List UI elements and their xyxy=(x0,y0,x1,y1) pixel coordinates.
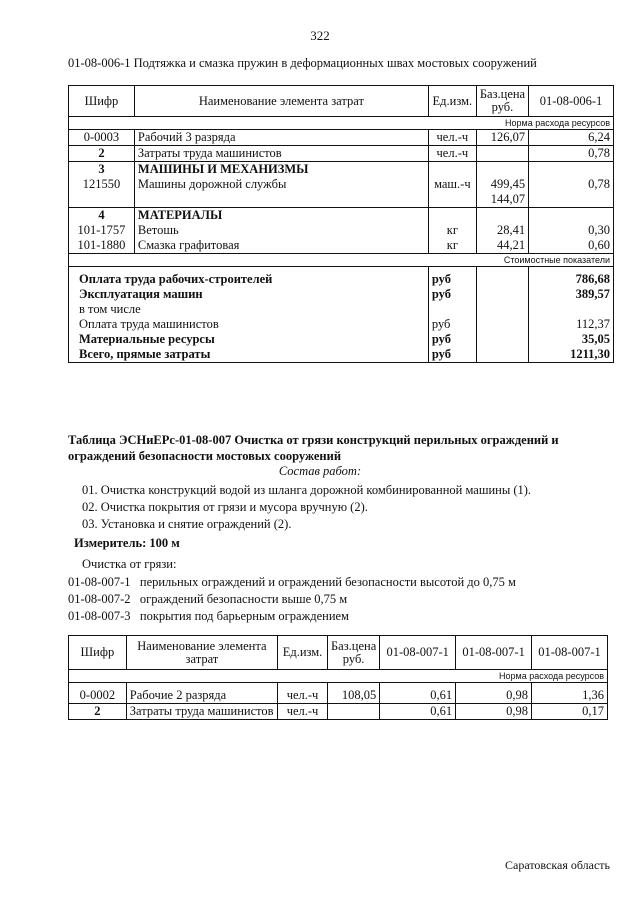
row-code: 101-1757 xyxy=(69,223,135,238)
code-text: ограждений безопасности выше 0,75 м xyxy=(139,592,348,606)
cost-unit: руб xyxy=(428,347,476,363)
table-header xyxy=(69,86,614,117)
table-row xyxy=(69,146,614,162)
row-code: 2 xyxy=(69,146,135,162)
list-item: 02. Очистка покрытия от грязи и мусора вручную (2). xyxy=(82,500,368,514)
works-list xyxy=(82,482,531,533)
row-price-secondary: 144,07 xyxy=(476,192,528,208)
table-row xyxy=(69,162,614,178)
table-row xyxy=(69,223,614,238)
codes-list xyxy=(68,574,516,625)
list-item xyxy=(68,574,516,591)
norm-label: Норма расхода ресурсов xyxy=(69,670,608,683)
list-item xyxy=(68,608,516,625)
row-unit: чел.-ч xyxy=(428,146,476,162)
row-unit: чел.-ч xyxy=(428,130,476,146)
row-name: МАТЕРИАЛЫ xyxy=(134,208,428,224)
table-row xyxy=(69,130,614,146)
header-unit: Ед.изм. xyxy=(278,636,328,670)
row-code: 101-1880 xyxy=(69,238,135,254)
list-item xyxy=(68,591,516,608)
row-unit: чел.-ч xyxy=(278,688,328,704)
row-name: МАШИНЫ И МЕХАНИЗМЫ xyxy=(134,162,428,178)
code: 01-08-007-3 xyxy=(68,609,131,623)
row-code: 121550 xyxy=(69,177,135,192)
row-price xyxy=(327,704,379,720)
resource-table-2 xyxy=(68,635,608,720)
clean-label: Очистка от грязи: xyxy=(82,557,177,571)
cost-name: Оплата труда машинистов xyxy=(69,317,429,332)
table-row xyxy=(69,177,614,192)
row-price: 499,45 xyxy=(476,177,528,192)
table-row xyxy=(69,208,614,224)
cost-row xyxy=(69,317,614,332)
row-code: 2 xyxy=(69,704,127,720)
cost-value: 35,05 xyxy=(529,332,614,347)
row-name: Рабочие 2 разряда xyxy=(126,688,277,704)
cost-row xyxy=(69,287,614,302)
row-norm-3: 0,17 xyxy=(532,704,608,720)
row-name: Смазка графитовая xyxy=(134,238,428,254)
row-price: 28,41 xyxy=(476,223,528,238)
cost-row xyxy=(69,347,614,363)
row-code: 3 xyxy=(69,162,135,178)
header-norm: 01-08-006-1 xyxy=(529,86,614,117)
cost-value: 112,37 xyxy=(529,317,614,332)
cost-label: Стоимостные показатели xyxy=(69,254,614,267)
row-norm: 0,60 xyxy=(529,238,614,254)
header-code: Шифр xyxy=(69,86,135,117)
row-name: Машины дорожной службы xyxy=(134,177,428,192)
page-number: 322 xyxy=(310,28,330,43)
norm-label: Норма расхода ресурсов xyxy=(69,117,614,130)
header-name: Наименование элемента затрат xyxy=(134,86,428,117)
list-item: 03. Установка и снятие ограждений (2). xyxy=(82,517,292,531)
cost-name: Эксплуатация машин xyxy=(69,287,429,302)
header-norm-2: 01-08-007-1 xyxy=(456,636,532,670)
resource-table-1 xyxy=(68,85,614,363)
code: 01-08-007-1 xyxy=(68,575,131,589)
row-norm-2: 0,98 xyxy=(456,688,532,704)
row-price xyxy=(476,146,528,162)
cost-row xyxy=(69,272,614,287)
row-unit: маш.-ч xyxy=(428,177,476,192)
row-norm-3: 1,36 xyxy=(532,688,608,704)
row-norm: 0,78 xyxy=(529,177,614,192)
row-code: 0-0002 xyxy=(69,688,127,704)
header-code: Шифр xyxy=(69,636,127,670)
code-text: покрытия под барьерным ограждением xyxy=(139,609,349,623)
row-unit: кг xyxy=(428,223,476,238)
cost-unit: руб xyxy=(428,287,476,302)
cost-unit: руб xyxy=(428,317,476,332)
row-price: 44,21 xyxy=(476,238,528,254)
cost-value: 389,57 xyxy=(529,287,614,302)
cost-unit: руб xyxy=(428,272,476,287)
cost-value: 1211,30 xyxy=(529,347,614,363)
row-norm-1: 0,61 xyxy=(380,688,456,704)
cost-name: в том числе xyxy=(69,302,429,317)
code-text: перильных ограждений и ограждений безопасности высотой до 0,75 м xyxy=(139,575,516,589)
row-name: Затраты труда машинистов xyxy=(126,704,277,720)
cost-name: Оплата труда рабочих-строителей xyxy=(69,272,429,287)
row-norm-1: 0,61 xyxy=(380,704,456,720)
row-code: 0-0003 xyxy=(69,130,135,146)
composition-label: Состав работ: xyxy=(278,464,362,478)
list-item: 01. Очистка конструкций водой из шланга дорожной комбинированной машины (1). xyxy=(82,483,532,497)
table-header xyxy=(69,636,608,670)
table-row xyxy=(69,238,614,254)
row-unit: кг xyxy=(428,238,476,254)
code: 01-08-007-2 xyxy=(68,592,131,606)
cost-value: 786,68 xyxy=(529,272,614,287)
cost-name: Всего, прямые затраты xyxy=(69,347,429,363)
cost-unit: руб xyxy=(428,332,476,347)
row-name: Ветошь xyxy=(134,223,428,238)
section-title: 01-08-006-1 Подтяжка и смазка пружин в деформационных швах мостовых сооружений xyxy=(68,56,537,70)
row-price: 126,07 xyxy=(476,130,528,146)
header-name: Наименование элемента затрат xyxy=(126,636,277,670)
row-norm: 0,78 xyxy=(529,146,614,162)
footer-region: Саратовская область xyxy=(504,858,610,872)
cost-name: Материальные ресурсы xyxy=(69,332,429,347)
meter: Измеритель: 100 м xyxy=(74,536,180,550)
table-row xyxy=(69,688,608,704)
header-unit: Ед.изм. xyxy=(428,86,476,117)
row-price: 108,05 xyxy=(327,688,379,704)
cost-row xyxy=(69,332,614,347)
row-code: 4 xyxy=(69,208,135,224)
header-norm-1: 01-08-007-1 xyxy=(380,636,456,670)
row-name: Рабочий 3 разряда xyxy=(134,130,428,146)
table-title: Таблица ЭСНиЕРс-01-08-007 Очистка от грязи конструкций перильных ограждений и ограждений безопасности мостовых сооружений xyxy=(68,433,559,463)
cost-row xyxy=(69,302,614,317)
row-name: Затраты труда машинистов xyxy=(134,146,428,162)
row-unit: чел.-ч xyxy=(278,704,328,720)
header-price: Баз.цена руб. xyxy=(476,86,528,117)
header-norm-3: 01-08-007-1 xyxy=(532,636,608,670)
table-row xyxy=(69,704,608,720)
row-norm-2: 0,98 xyxy=(456,704,532,720)
header-price: Баз.цена руб. xyxy=(327,636,379,670)
row-norm: 0,30 xyxy=(529,223,614,238)
row-norm: 6,24 xyxy=(529,130,614,146)
